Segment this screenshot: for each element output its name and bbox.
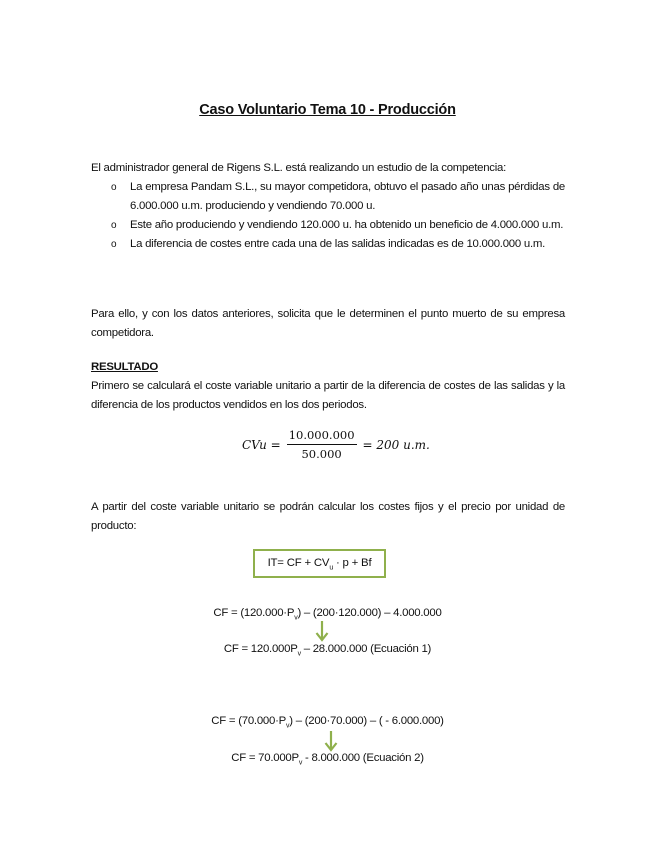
intro-paragraph: El administrador general de Rigens S.L. está realizando un estudio de la competencia:	[91, 162, 507, 174]
formula-fraction	[287, 428, 357, 461]
bullet-marker: o	[111, 239, 117, 250]
formula-numerator: 10.000.000	[287, 428, 357, 445]
bullet-marker: o	[111, 182, 117, 193]
box-formula-suffix: · p + Bf	[333, 557, 372, 569]
list-item-text: La diferencia de costes entre cada una de las salidas indicadas es de 10.000.000 u.m.	[130, 238, 546, 250]
equation-1-result	[0, 643, 655, 657]
list-item	[111, 178, 565, 216]
equation-prefix: CF = (120.000·P	[213, 607, 295, 619]
page-title: Caso Voluntario Tema 10 - Producción	[199, 102, 456, 118]
fixed-costs-paragraph: A partir del coste variable unitario se podrán calcular los costes fijos y el precio por unidad de producto:	[91, 501, 565, 532]
request-paragraph: Para ello, y con los datos anteriores, solicita que le determinen el punto muerto de su empresa competidora.	[91, 308, 565, 339]
list-item-text: Este año produciendo y vendiendo 120.000 u. ha obtenido un beneficio de 4.000.000 u.m.	[130, 219, 564, 231]
equation-suffix: – 28.000.000 (Ecuación 1)	[300, 643, 432, 655]
bullet-list	[111, 178, 565, 254]
down-arrow-icon	[324, 731, 338, 753]
method-paragraph: Primero se calculará el coste variable unitario a partir de la diferencia de costes de las salidas y la diferencia de los productos vendidos en los dos periodos.	[91, 380, 565, 411]
equation-prefix: CF = 70.000P	[231, 752, 299, 764]
equation-suffix: - 8.000.000 (Ecuación 2)	[302, 752, 424, 764]
cvu-formula	[242, 428, 430, 461]
result-heading: RESULTADO	[91, 361, 158, 373]
equation-sub: v	[294, 614, 298, 622]
list-item-text: La empresa Pandam S.L., su mayor competidora, obtuvo el pasado año unas pérdidas de 6.000.000 u.m. produciendo y vendiendo 70.000 u.	[130, 181, 565, 212]
box-formula-sub: u	[329, 564, 334, 572]
equation-prefix: CF = 120.000P	[223, 643, 298, 655]
equation-suffix: ) – (200·120.000) – 4.000.000	[297, 607, 442, 619]
bullet-marker: o	[111, 220, 117, 231]
equation-sub: v	[297, 650, 301, 658]
formula-rhs: = 200 u.m.	[362, 437, 430, 452]
equation-suffix: ) – (200·70.000) – ( - 6.000.000)	[289, 715, 444, 727]
formula-lhs: CVu =	[242, 437, 281, 452]
list-item	[111, 216, 565, 235]
equation-2-result	[0, 752, 655, 766]
equation-sub: v	[298, 759, 303, 767]
formula-denominator: 50.000	[301, 447, 342, 461]
equation-1-expanded	[0, 607, 655, 621]
equation-2-expanded	[0, 715, 655, 729]
equation-sub: v	[285, 722, 290, 730]
income-formula-box	[253, 549, 386, 578]
down-arrow-icon	[315, 621, 329, 643]
box-formula-prefix: IT= CF + CV	[267, 557, 330, 569]
equation-prefix: CF = (70.000·P	[211, 715, 286, 727]
list-item	[111, 235, 565, 254]
